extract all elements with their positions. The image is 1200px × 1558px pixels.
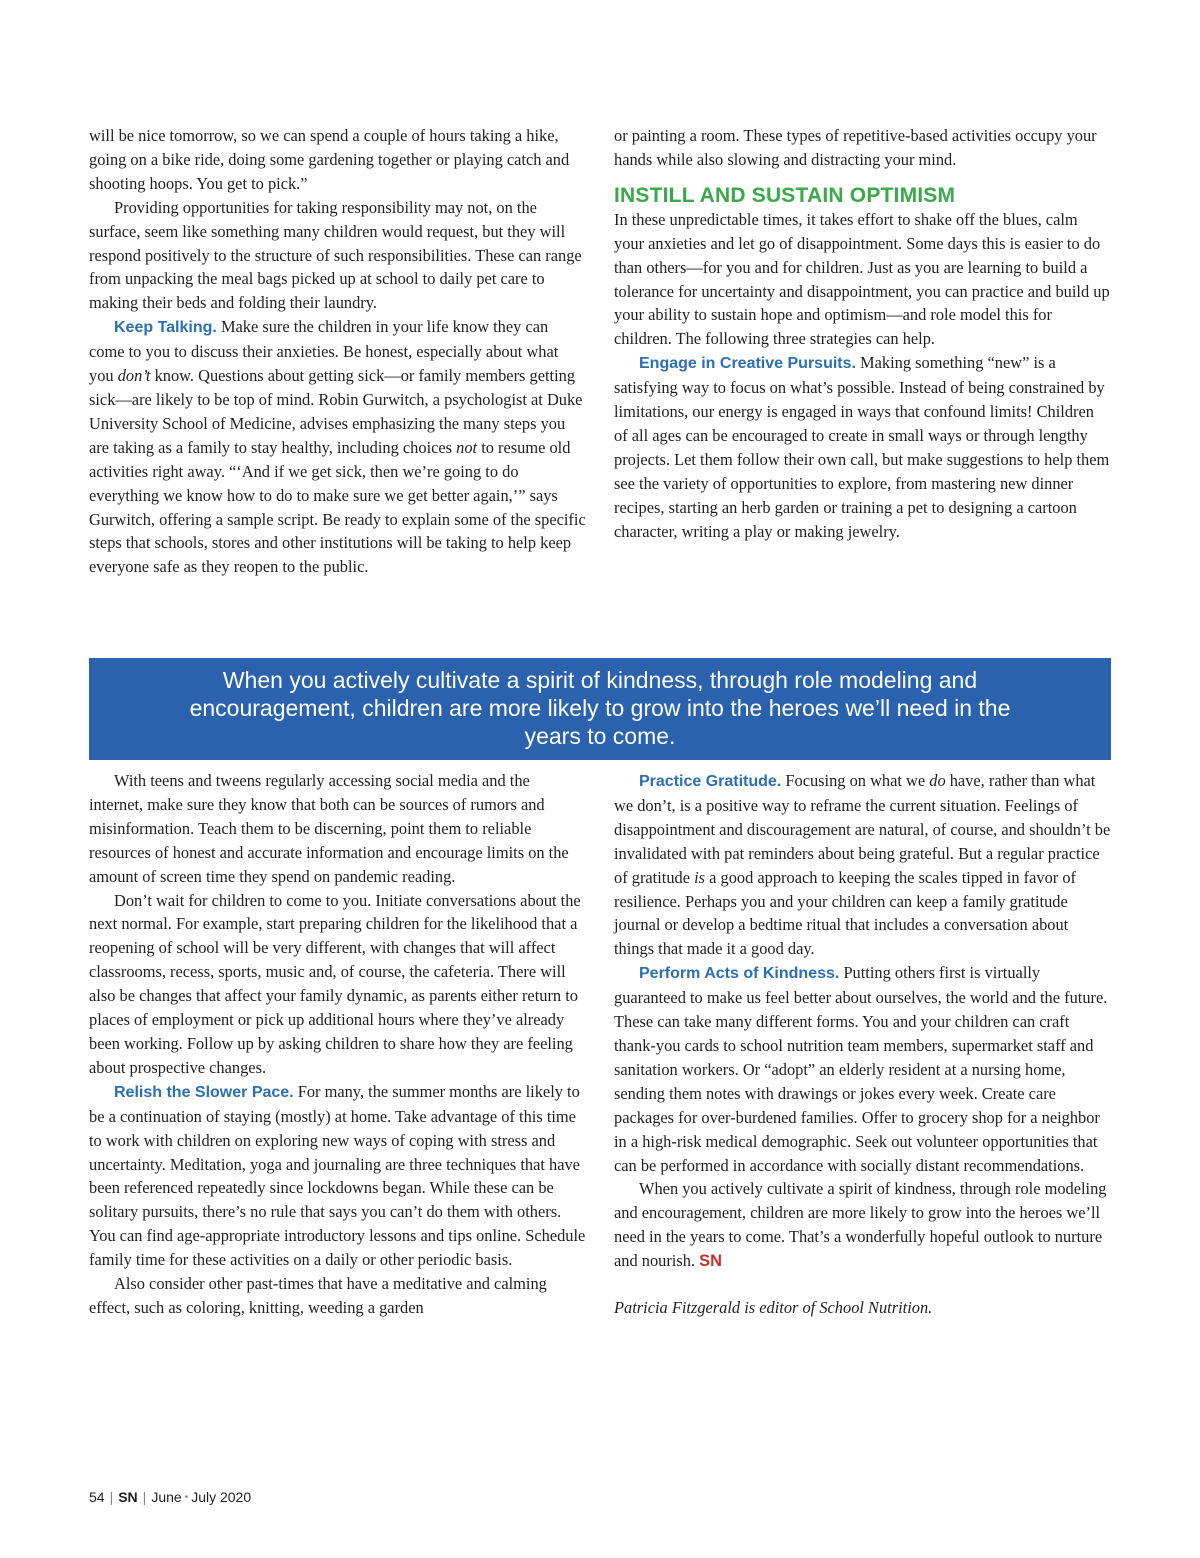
column-top-right	[614, 124, 1111, 544]
emphasis-text: don’t	[117, 366, 151, 386]
separator: |	[109, 1489, 114, 1505]
paragraph: Don’t wait for children to come to you. Initiate conversations about the next normal. For example, start preparing children for the likelihood that a reopening of school will be very different, with changes that will affect classrooms, recess, sports, music and, of course, the cafeteria. There will also be changes that affect your family dynamic, as parents either return to places of employment or pick up additional hours where they’ve already been working. Follow up by asking children to share how they are feeling about prospective changes.	[89, 890, 581, 1077]
page-number: 54	[89, 1489, 105, 1505]
paragraph: With teens and tweens regularly accessing social media and the internet, make sure they know that both can be sources of rumors and misinformation. Teach them to be discerning, point them to reliable resources of honest and accurate information and encourage limits on the amount of screen time they spend on pandemic reading.	[89, 771, 569, 886]
paragraph-keep-talking	[89, 315, 586, 579]
paragraph-creative-pursuits	[614, 351, 1111, 543]
paragraph-slower-pace	[89, 1080, 586, 1272]
separator: |	[142, 1489, 147, 1505]
column-top-left	[89, 124, 586, 579]
paragraph-text: Making something “new” is a satisfying way to focus on what’s possible. Instead of being constrained by limitations, our energy is engaged in ways that confound limits! Children of all ages can be encouraged to create in small ways or through lengthy projects. Let them follow their own call, but make suggestions to help them see the variety of opportunities to explore, from mastering new dinner recipes, starting an herb garden or training a pet to designing a cartoon character, writing a play or making jewelry.	[614, 353, 1110, 541]
subhead-keep-talking: Keep Talking.	[114, 319, 217, 337]
paragraph-text: a good approach to keeping the scales tipped in favor of resilience. Perhaps you and your children can keep a family gratitude journal or develop a bedtime ritual that includes a conversation about things that made it a good day.	[614, 867, 1076, 959]
paragraph-text: For many, the summer months are likely to be a continuation of staying (mostly) at home. Take advantage of this time to work with children on exploring new ways of coping with stress and uncertainty. Meditation, yoga and journaling are three techniques that have been referenced repeatedly since lockdowns began. While these can be solitary pursuits, there’s no rule that says you can’t do them with others. You can find age-appropriate introductory lessons and tips online. Schedule family time for these activities on a daily or other periodic basis.	[89, 1081, 586, 1270]
column-bottom-right	[614, 769, 1111, 1320]
subhead-creative-pursuits: Engage in Creative Pursuits.	[639, 355, 856, 373]
bullet-dot: •	[184, 1492, 189, 1503]
emphasis-text: is	[694, 867, 706, 887]
paragraph-text: Putting others first is virtually guaranteed to make us feel better about ourselves, the world and the future. These can take many different forms. You and your children can craft thank-you cards to school nutrition team members, supermarket staff and sanitation workers. Or “adopt” an elderly resident at a nursing home, sending them notes with drawings or jokes every week. Create care packages for over-burdened families. Offer to grocery shop for a neighbor in a high-risk medical demographic. Seek out volunteer opportunities that can be performed in accordance with socially distant recommendations.	[614, 963, 1108, 1175]
paragraph-gratitude	[614, 769, 1111, 961]
paragraph: Providing opportunities for taking responsibility may not, on the surface, seem like something many children would request, but they will respond positively to the structure of such responsibilities. These can range from unpacking the meal bags picked up at school to daily pet care to making their beds and folding their laundry.	[89, 197, 582, 313]
author-byline: Patricia Fitzgerald is editor of School Nutrition.	[614, 1298, 933, 1318]
subhead-slower-pace: Relish the Slower Pace.	[114, 1083, 294, 1101]
emphasis-text: do	[929, 771, 946, 790]
issue-month: June	[151, 1489, 182, 1505]
paragraph-text: When you actively cultivate a spirit of kindness, through role modeling and encouragement, children are more likely to grow into the heroes we’ll need in the years to come. That’s a wonderfully hopeful outlook to nurture and nourish.	[614, 1179, 1107, 1271]
column-bottom-left	[89, 769, 586, 1320]
paragraph-text: know. Questions about getting sick—or family members getting sick—are likely to be top of mind. Robin Gurwitch, a psychologist at Duke University School of Medicine, advises emphasizing the many steps you are taking as a family to stay healthy, including choices	[89, 366, 583, 457]
paragraph-text: have, rather than what we don’t, is a positive way to reframe the current situation. Feelings of disappointment and discouragement are natural, of course, and shouldn’t be invalidated with pat reminders about being grateful. But a regular practice of gratitude	[614, 771, 1111, 887]
paragraph-kindness	[614, 961, 1111, 1177]
paragraph: In these unpredictable times, it takes effort to shake off the blues, calm your anxieties and let go of disappointment. Some days this is easier to do than others—for you and for children. Just as you are learning to build a tolerance for uncertainty and disappointment, you can practice and build up your ability to sustain hope and optimism—and role model this for children. The following three strategies can help.	[614, 209, 1110, 349]
sn-end-mark: SN	[699, 1252, 722, 1271]
paragraph-closing	[614, 1177, 1111, 1274]
paragraph-text: Make sure the children in your life know they can come to you to discuss their anxieties. Be honest, especially about what you	[89, 317, 559, 386]
paragraph-text: to resume old activities right away. “‘And if we get sick, then we’re going to do everything we know how to do to make sure we get better again,’” says Gurwitch, offering a sample script. Be ready to explain some of the specific steps that schools, stores and other institutions will be taking to help keep everyone safe as they reopen to the public.	[89, 437, 586, 577]
subhead-kindness: Perform Acts of Kindness.	[639, 965, 840, 983]
emphasis-text: not	[456, 437, 478, 457]
paragraph-text: Focusing on what we	[781, 771, 930, 790]
issue-month-year: July 2020	[191, 1489, 252, 1505]
subhead-gratitude: Practice Gratitude.	[639, 773, 782, 790]
magazine-name: SN	[118, 1489, 138, 1505]
section-heading: INSTILL AND SUSTAIN OPTIMISM	[614, 183, 956, 207]
paragraph: will be nice tomorrow, so we can spend a couple of hours taking a hike, going on a bike ride, doing some gardening together or playing catch and shooting hoops. You get to pick.”	[89, 126, 570, 193]
paragraph: Also consider other past-times that have a meditative and calming effect, such as coloring, knitting, weeding a garden	[89, 1274, 547, 1317]
pull-quote: When you actively cultivate a spirit of kindness, through role modeling and encouragement, children are more likely to grow into the heroes we’ll need in the years to come.	[89, 658, 1111, 760]
paragraph: or painting a room. These types of repetitive-based activities occupy your hands while also slowing and distracting your mind.	[614, 126, 1097, 169]
page-footer	[89, 1489, 251, 1505]
